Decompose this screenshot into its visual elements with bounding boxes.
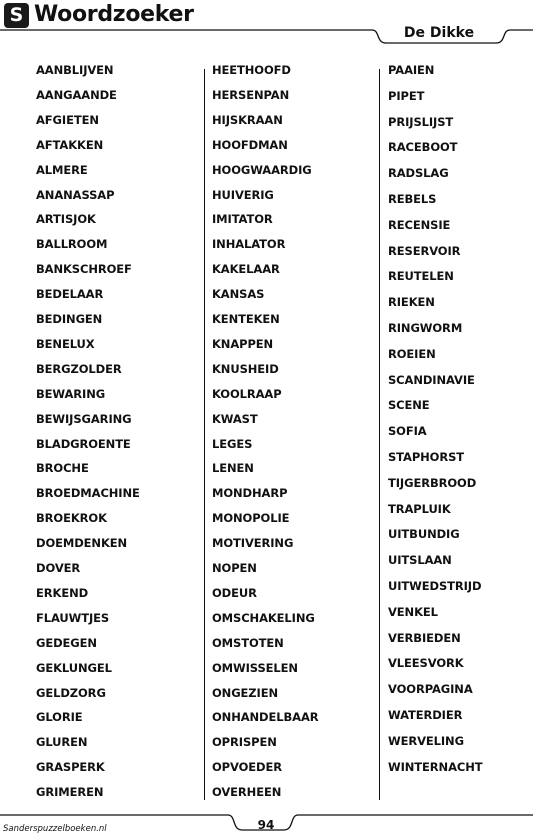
word-list-item: BLADGROENTE <box>36 436 131 451</box>
word-list-item: WERVELING <box>388 733 464 748</box>
word-list-item: FLAUWTJES <box>36 610 110 625</box>
word-list-item: UITBUNDIG <box>388 527 460 542</box>
word-list-item: SCANDINAVIE <box>388 372 475 387</box>
word-list-item: BALLROOM <box>36 237 108 252</box>
word-list-item: BEDELAAR <box>36 287 104 302</box>
word-list-item: ANANASSAP <box>36 187 115 202</box>
word-list-item: LEGES <box>212 436 253 451</box>
word-list-item: KNAPPEN <box>212 336 274 351</box>
word-list-item: BROEKROK <box>36 511 107 526</box>
word-list-item: GRASPERK <box>36 760 105 775</box>
word-list-item: UITSLAAN <box>388 553 452 568</box>
word-list-item: AANGAANDE <box>36 87 117 102</box>
word-list-item: LENEN <box>212 461 254 476</box>
word-list-item: REBELS <box>388 192 437 206</box>
word-list-item: VERBIEDEN <box>388 630 461 645</box>
word-column-2 <box>212 62 377 802</box>
word-list-item: ONHANDELBAAR <box>212 710 319 725</box>
word-list-item: BEWIJSGARING <box>36 411 132 426</box>
word-list-item: ODEUR <box>212 585 257 600</box>
word-list-item: ONGEZIEN <box>212 685 278 700</box>
word-list-item: AANBLIJVEN <box>36 63 114 77</box>
column-divider <box>379 69 380 800</box>
word-list-item: HIJSKRAAN <box>212 112 283 127</box>
word-list-item: STAPHORST <box>388 450 465 464</box>
word-list-item: KANSAS <box>212 287 265 302</box>
word-list-item: BERGZOLDER <box>36 361 122 376</box>
word-list-item: INHALATOR <box>212 237 286 252</box>
word-list-item: RACEBOOT <box>388 140 458 155</box>
footer-website: Sanderspuzzelboeken.nl <box>3 824 107 834</box>
word-column-1 <box>36 62 201 802</box>
word-list-item: RINGWORM <box>388 321 463 335</box>
word-list-item: ROEIEN <box>388 346 436 361</box>
page-number: 94 <box>257 818 275 832</box>
word-list-item: ERKEND <box>36 585 89 600</box>
word-list-item: AFGIETEN <box>36 112 99 127</box>
word-list-item: ARTISJOK <box>36 212 96 227</box>
word-list-item: DOEMDENKEN <box>36 536 128 551</box>
column-divider <box>204 69 205 800</box>
word-list-item: GLORIE <box>36 710 83 725</box>
word-list-item: KENTEKEN <box>212 312 280 326</box>
word-list-item: VENKEL <box>388 604 438 619</box>
word-list-item: KNUSHEID <box>212 361 279 376</box>
word-list-item: WATERDIER <box>388 708 463 722</box>
word-column-3 <box>388 62 528 802</box>
word-list-item: GEKLUNGEL <box>36 660 112 675</box>
word-list-item: GEDEGEN <box>36 635 97 650</box>
word-list-item: TRAPLUIK <box>388 501 451 516</box>
word-list-item: VOORPAGINA <box>388 682 473 697</box>
word-list-item: BEDINGEN <box>36 312 103 326</box>
word-list-item: REUTELEN <box>388 269 454 284</box>
word-list-item: KAKELAAR <box>212 262 280 277</box>
word-list-item: AFTAKKEN <box>36 137 104 152</box>
word-list-item: MONDHARP <box>212 486 288 501</box>
word-list-item: BANKSCHROEF <box>36 262 132 277</box>
page-title: Woordzoeker <box>34 2 194 27</box>
word-list-item: DOVER <box>36 561 81 575</box>
word-list-item: OMSTOTEN <box>212 635 284 650</box>
word-list-item: OPVOEDER <box>212 760 282 775</box>
word-list-item: GELDZORG <box>36 685 106 700</box>
word-list-item: GLUREN <box>36 735 88 750</box>
word-list-item: OMSCHAKELING <box>212 610 315 625</box>
word-list-item: ALMERE <box>36 162 88 177</box>
word-list-item: HOOGWAARDIG <box>212 162 312 177</box>
word-list-item: BROCHE <box>36 461 89 476</box>
word-list-item: PAAIEN <box>388 63 435 77</box>
word-list-item: RIEKEN <box>388 295 435 310</box>
word-list-item: BEWARING <box>36 386 106 401</box>
word-list-item: PRIJSLIJST <box>388 114 454 129</box>
word-list-item: HERSENPAN <box>212 87 290 102</box>
word-list-item: MONOPOLIE <box>212 511 290 526</box>
puzzle-subtitle: De Dikke <box>403 25 475 41</box>
word-list-item: OPRISPEN <box>212 735 277 750</box>
word-list-item: SOFIA <box>388 424 427 439</box>
word-list-item: VLEESVORK <box>388 656 464 671</box>
word-list-item: BENELUX <box>36 336 95 351</box>
word-list-item: RADSLAG <box>388 166 449 181</box>
word-list-item: WINTERNACHT <box>388 759 483 774</box>
word-list-item: KOOLRAAP <box>212 386 282 401</box>
word-list-item: GRIMEREN <box>36 785 104 800</box>
page-header <box>0 0 533 50</box>
word-list-item: RESERVOIR <box>388 243 461 258</box>
word-list-item: KWAST <box>212 411 258 426</box>
brand-logo-icon: S <box>4 3 29 28</box>
word-list-item: OMWISSELEN <box>212 660 298 675</box>
word-list-item: IMITATOR <box>212 212 273 227</box>
word-list-item: PIPET <box>388 88 425 103</box>
word-list-item: HUIVERIG <box>212 187 274 202</box>
word-list-item: NOPEN <box>212 561 257 575</box>
word-list-item: HEETHOOFD <box>212 63 291 77</box>
word-list-item: HOOFDMAN <box>212 137 288 152</box>
word-list-item: RECENSIE <box>388 217 451 232</box>
word-list-item: BROEDMACHINE <box>36 486 140 501</box>
word-list-item: TIJGERBROOD <box>388 475 477 490</box>
word-list-item: MOTIVERING <box>212 536 294 551</box>
word-list-item: OVERHEEN <box>212 785 282 800</box>
word-list-item: UITWEDSTRIJD <box>388 579 482 593</box>
word-list-item: SCENE <box>388 398 430 413</box>
